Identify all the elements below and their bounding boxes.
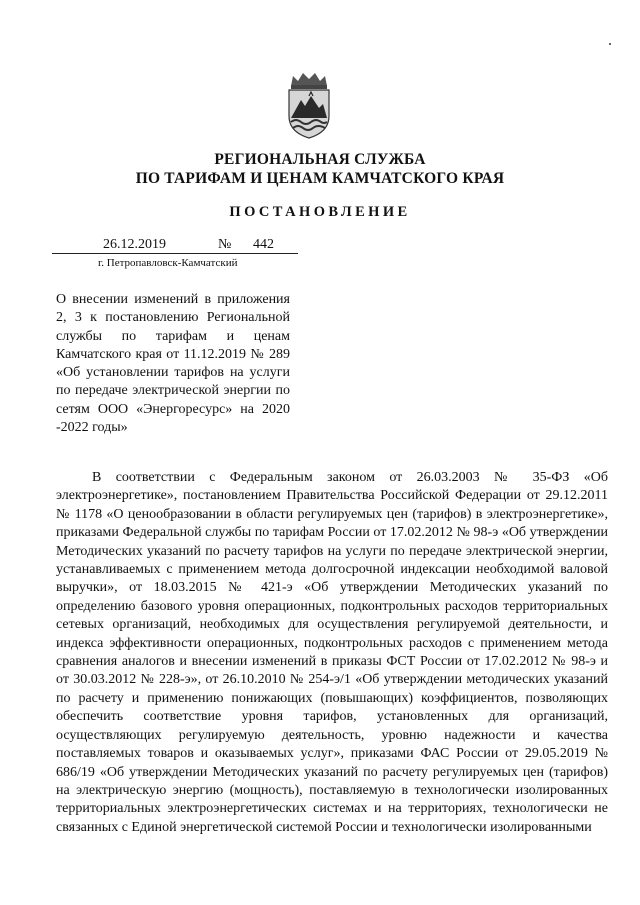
issue-city: г. Петропавловск-Камчатский: [98, 257, 238, 269]
kamchatka-coat-of-arms-icon: [283, 70, 335, 140]
document-type-title: ПОСТАНОВЛЕНИЕ: [229, 204, 411, 220]
org-name-line-1: РЕГИОНАЛЬНАЯ СЛУЖБА: [214, 151, 426, 168]
organization-name: [120, 150, 520, 188]
document-subject: О внесении изменений в приложения 2, 3 к постановлению Региональной службы по тарифам и ценам Камчатского края от 11.12.2019 № 289 «Об установлении тарифов на услуги по передаче электрической энергии по сетям ООО «Энергоресурс» на 2020 -2022 годы»: [56, 292, 290, 436]
date-number-line: [52, 236, 298, 256]
scan-speck: [609, 43, 611, 45]
document-number: 442: [253, 237, 274, 252]
date-underline: [52, 253, 298, 254]
body-paragraph: В соответствии с Федеральным законом от 26.03.2003 № 35-ФЗ «Об электроэнергетике», постановлением Правительства Российской Федерации от 29.12.2011 № 1178 «О ценообразовании в области регулируемых цен (тарифов) в электроэнергетике», приказами Федеральной службы по тарифам России от 17.02.2012 № 98-э «Об утверждении Методических указаний по расчету тарифов на услуги по передаче электрической энергии, устанавливаемых с применением метода долгосрочной индексации необходимой валовой выручки», от 18.03.2015 № 421-э «Об утверждении Методических указаний по определению базового уровня операционных, подконтрольных расходов территориальных сетевых организаций, необходимых для осуществления регулируемой деятельности, и индекса эффективности операционных, подконтрольных расходов с применением метода сравнения аналогов и внесении изменений в приказы ФСТ России от 17.02.2012 № 98-э и от 30.03.2012 № 228-э», от 26.10.2010 № 254-э/1 «Об утверждении методических указаний по расчету и применению понижающих (повышающих) коэффициентов, позволяющих обеспечить соответствие уровня тарифов, установленных для организаций, осуществляющих регулируемую деятельность, уровню надежности и качества поставляемых товаров и оказываемых услуг», приказами ФАС России от 29.05.2019 № 686/19 «Об утверждении Методических указаний по расчету регулируемых цен (тарифов) на электрическую энергию (мощность), поставляемую в технологически изолированных территориальных электроэнергетических системах и на территориях, технологически не связанных с Единой энергетической системой России и технологически изолированными: [56, 470, 608, 835]
document-date: 26.12.2019: [103, 237, 166, 252]
number-sign: №: [218, 237, 232, 252]
org-name-line-2: ПО ТАРИФАМ И ЦЕНАМ КАМЧАТСКОГО КРАЯ: [135, 170, 505, 187]
